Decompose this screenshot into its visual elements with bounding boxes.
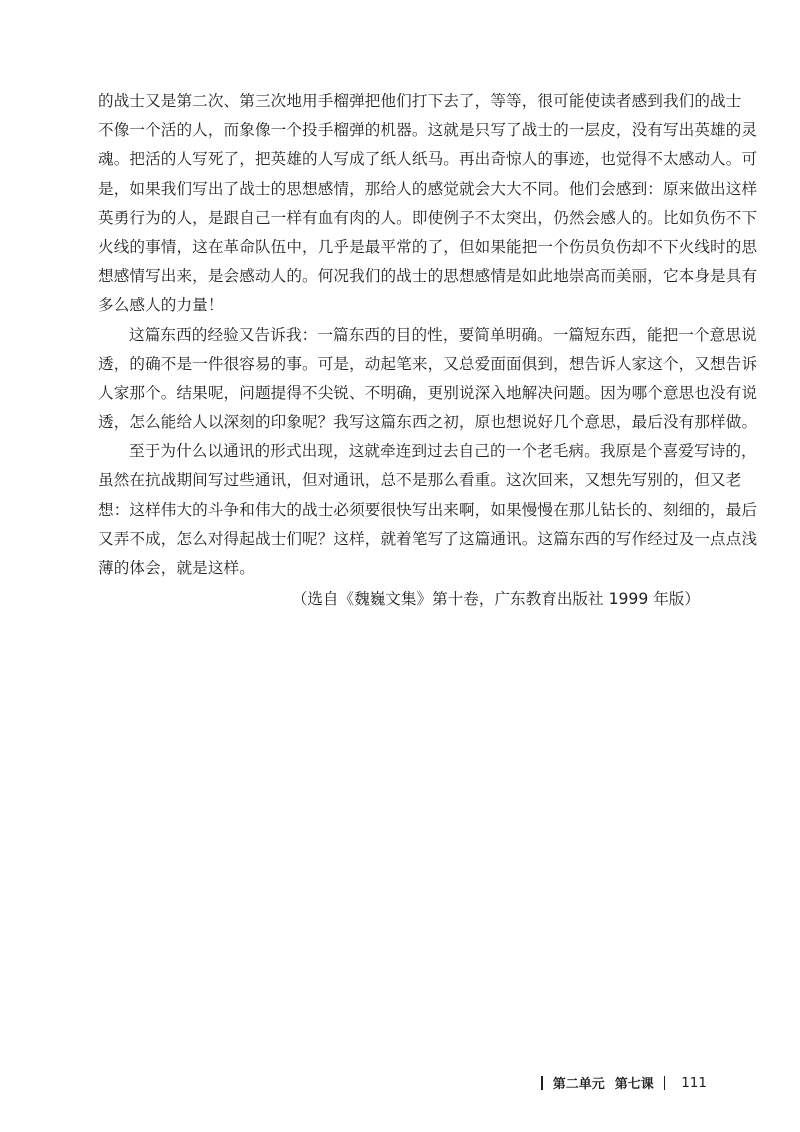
text-line: 不像一个活的人，而象像一个投手榴弹的机器。这就是只写了战士的一层皮，没有写出英雄的灵 [98, 121, 758, 140]
text-line: 透，怎么能给人以深刻的印象呢？我写这篇东西之初，原也想说好几个意思，最后没有那样做。 [98, 413, 758, 432]
text-line: 又弄不成，怎么对得起战士们呢？这样，就着笔写了这篇通讯。这篇东西的写作经过及一点点浅 [98, 529, 758, 548]
text-line: 透，的确不是一件很容易的事。可是，动起笔来，又总爱面面俱到，想告诉人家这个，又想告诉 [98, 354, 758, 373]
footer-lesson: 第七课 [614, 1077, 654, 1092]
text-line: 火线的事情，这在革命队伍中，几乎是最平常的了，但如果能把一个伤员负伤却不下火线时的思 [98, 237, 758, 256]
text-line: 的战士又是第二次、第三次地用手榴弹把他们打下去了，等等，很可能使读者感到我们的战士 [98, 92, 742, 110]
text-line: 英勇行为的人，是跟自己一样有血有肉的人。即使例子不太突出，仍然会感人的。比如负伤不下 [98, 208, 758, 227]
page-footer [531, 1073, 707, 1092]
text-line: 这篇东西的经验又告诉我：一篇东西的目的性，要简单明确。一篇短东西，能把一个意思说 [129, 325, 757, 344]
text-line: 想：这样伟大的斗争和伟大的战士必须要很快写出来啊，如果慢慢在那儿钻长的、刻细的，最后 [98, 500, 758, 519]
paragraph-3 [98, 437, 758, 583]
paragraph-1 [98, 87, 758, 321]
footer-divider [541, 1076, 543, 1090]
text-line: 薄的体会，就是这样。 [98, 559, 255, 577]
text-line: 至于为什么以通讯的形式出现，这就牵连到过去自己的一个老毛病。我原是个喜爱写诗的， [129, 442, 757, 461]
footer-section: 第二单元 [552, 1077, 605, 1092]
text-line: 人家那个。结果呢，问题提得不尖锐、不明确，更别说深入地解决问题。因为哪个意思也没有说 [98, 383, 758, 402]
text-line: 是，如果我们写出了战士的思想感情，那给人的感觉就会大大不同。他们会感到：原来做出这样 [98, 179, 758, 198]
page-number: 111 [681, 1074, 707, 1091]
footer-divider [664, 1076, 666, 1090]
source-citation: （选自《魏巍文集》第十卷，广东教育出版社 1999 年版） [291, 590, 700, 609]
text-line: 多么感人的力量！ [98, 296, 224, 315]
text-line: 想感情写出来，是会感动人的。何况我们的战士的思想感情是如此地崇高而美丽，它本身是具有 [98, 267, 758, 286]
text-line: 虽然在抗战期间写过些通讯，但对通讯，总不是那么看重。这次回来，又想先写别的，但又老 [98, 471, 742, 490]
paragraph-2 [98, 321, 758, 438]
body-text [98, 87, 758, 614]
text-line: 魂。把活的人写死了，把英雄的人写成了纸人纸马。再出奇惊人的事迹，也觉得不太感动人。可 [98, 150, 758, 169]
